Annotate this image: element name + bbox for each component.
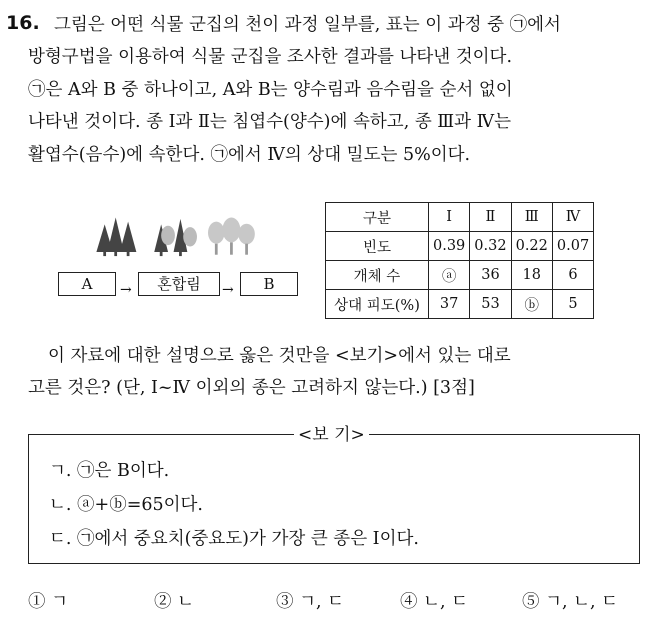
choice-5[interactable]: ⑤ ㄱ, ㄴ, ㄷ: [522, 592, 619, 612]
table-cell: Ⅰ: [429, 203, 470, 232]
table-row: [326, 261, 594, 290]
stage-box-a: A: [58, 272, 116, 296]
choice-3[interactable]: ③ ㄱ, ㄷ: [276, 592, 344, 612]
arrow-icon: →: [120, 282, 132, 298]
survey-table: [325, 202, 594, 319]
table-row: [326, 290, 594, 319]
table-cell: Ⅱ: [470, 203, 511, 232]
table-cell: 구분: [326, 203, 429, 232]
prompt-line: 고른 것은? (단, Ⅰ~Ⅳ 이외의 종은 고려하지 않는다.) [3점]: [28, 378, 475, 398]
table-cell: 18: [511, 261, 552, 290]
table-cell: Ⅳ: [552, 203, 593, 232]
table-cell: 0.22: [511, 232, 552, 261]
bogi-item: ㄱ. ㉠은 B이다.: [49, 461, 170, 481]
succession-diagram: [52, 212, 302, 274]
bogi-box: [28, 434, 640, 564]
question-prompt: [48, 340, 640, 373]
stem-line: ㉠은 A와 B 중 하나이고, A와 B는 양수림과 음수림을 순서 없이: [28, 79, 513, 100]
stage-box-mixed: 혼합림: [138, 272, 220, 296]
bogi-title: <보 기>: [294, 420, 369, 445]
stem-line: 나타낸 것이다. 종 Ⅰ과 Ⅱ는 침엽수(양수)에 속하고, 종 Ⅲ과 Ⅳ는: [28, 112, 512, 132]
table-cell: 상대 피도(%): [326, 290, 429, 319]
table-cell: Ⅲ: [511, 203, 552, 232]
table-cell: ⓑ: [511, 290, 552, 319]
question-stem: [54, 9, 644, 42]
table-header-row: [326, 203, 594, 232]
table-cell: 37: [429, 290, 470, 319]
broadleaf-forest-icon: [208, 218, 255, 255]
stage-box-b: B: [240, 272, 298, 296]
table-cell: 5: [552, 290, 593, 319]
choice-4[interactable]: ④ ㄴ, ㄷ: [400, 592, 468, 612]
table-cell: 0.07: [552, 232, 593, 261]
question-stem-cont: [28, 41, 640, 171]
bogi-item: ㄴ. ⓐ+ⓑ=65이다.: [49, 495, 203, 515]
table-cell: 6: [552, 261, 593, 290]
table-cell: 개체 수: [326, 261, 429, 290]
choice-1[interactable]: ① ㄱ: [28, 592, 68, 612]
arrow-icon: →: [222, 282, 234, 298]
table-cell: 36: [470, 261, 511, 290]
stem-line: 활엽수(음수)에 속한다. ㉠에서 Ⅳ의 상대 밀도는 5%이다.: [28, 144, 471, 165]
table-row: [326, 232, 594, 261]
table-cell: 0.32: [470, 232, 511, 261]
table-cell: ⓐ: [429, 261, 470, 290]
table-cell: 0.39: [429, 232, 470, 261]
question-prompt-cont: [28, 372, 640, 405]
table-cell: 빈도: [326, 232, 429, 261]
conifer-forest-icon: [96, 218, 136, 257]
stem-line: 방형구법을 이용하여 식물 군집을 조사한 결과를 나타낸 것이다.: [28, 47, 513, 67]
prompt-line: 이 자료에 대한 설명으로 옳은 것만을 <보기>에서 있는 대로: [48, 346, 511, 366]
choice-2[interactable]: ② ㄴ: [154, 592, 194, 612]
question-number: 16.: [6, 12, 40, 34]
bogi-item: ㄷ. ㉠에서 중요치(중요도)가 가장 큰 종은 Ⅰ이다.: [49, 529, 419, 549]
mixed-forest-icon: [154, 219, 197, 256]
table-cell: 53: [470, 290, 511, 319]
stem-line: 그림은 어떤 식물 군집의 천이 과정 일부를, 표는 이 과정 중 ㉠에서: [54, 15, 561, 35]
